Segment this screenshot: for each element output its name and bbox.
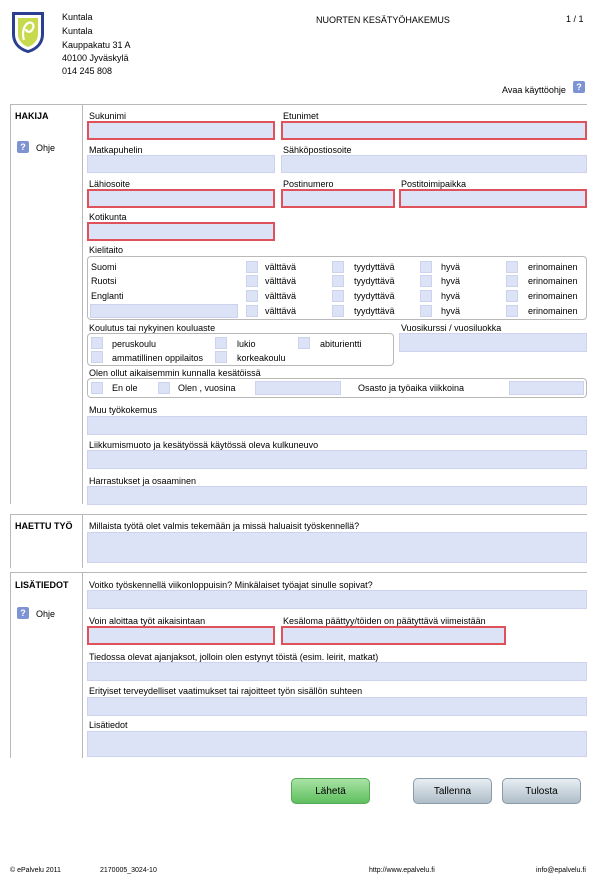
language-name: Suomi [91,262,117,272]
postitoimipaikka-input[interactable] [399,189,587,208]
aloittaa-input[interactable] [87,626,275,645]
checkbox-olen[interactable] [158,382,170,394]
checkbox-abiturientti[interactable] [298,337,310,349]
page-title: NUORTEN KESÄTYÖHAKEMUS [316,15,450,25]
language-level-checkbox[interactable] [246,305,258,317]
label-en-ole: En ole [112,383,138,393]
language-level-checkbox[interactable] [246,261,258,273]
section-title-haettu: HAETTU TYÖ [15,521,73,531]
org-phone: 014 245 808 [62,66,113,76]
label-liikkumismuoto: Liikkumismuoto ja kesätyössä käytössä oleva kulkuneuvo [89,440,319,450]
language-level-label: hyvä [441,262,461,272]
label-ajanjaksot: Tiedossa olevat ajanjaksot, jolloin olen estynyt töistä (esim. leirit, matkat) [89,652,379,662]
label-vuosikurssi: Vuosikurssi / vuosiluokka [401,323,502,333]
language-level-checkbox[interactable] [420,305,432,317]
etunimet-input[interactable] [281,121,587,140]
info-icon[interactable]: ? [17,141,29,153]
label-korkeakoulu: korkeakoulu [237,353,286,363]
viikonloppu-input[interactable] [87,590,587,609]
language-level-checkbox[interactable] [420,275,432,287]
page-number: 1 / 1 [566,14,584,24]
label-matkapuhelin: Matkapuhelin [89,145,143,155]
label-sahkoposti: Sähköpostiosoite [283,145,352,155]
label-postinumero: Postinumero [283,179,334,189]
language-level-checkbox[interactable] [420,290,432,302]
print-button[interactable]: Tulosta [502,778,581,804]
millaista-input[interactable] [87,532,587,563]
language-level-label: tyydyttävä [354,262,395,272]
label-ammatillinen: ammatillinen oppilaitos [112,353,204,363]
lahiosoite-input[interactable] [87,189,275,208]
ajanjaksot-input[interactable] [87,662,587,681]
org-street: Kauppakatu 31 A [62,40,131,50]
help-icon[interactable]: ? [573,81,585,93]
language-level-checkbox[interactable] [506,261,518,273]
muu-tyokokemus-input[interactable] [87,416,587,435]
language-level-label: välttävä [265,306,297,316]
label-etunimet: Etunimet [283,111,319,121]
liikkumismuoto-input[interactable] [87,450,587,469]
save-button[interactable]: Tallenna [413,778,492,804]
lisatiedot-input[interactable] [87,731,587,757]
language-level-label: hyvä [441,306,461,316]
checkbox-peruskoulu[interactable] [91,337,103,349]
label-abiturientti: abiturientti [320,339,362,349]
label-aloittaa: Voin aloittaa työt aikaisintaan [89,616,206,626]
sahkoposti-input[interactable] [281,155,587,173]
section-title-lisatiedot: LISÄTIEDOT [15,580,69,590]
org-city: 40100 Jyväskylä [62,53,129,63]
label-muu-tyokokemus: Muu työkokemus [89,405,158,415]
language-level-label: erinomainen [528,262,578,272]
matkapuhelin-input[interactable] [87,155,275,173]
language-name: Ruotsi [91,276,117,286]
label-kielitaito: Kielitaito [89,245,124,255]
footer-code: 2170005_3024-10 [100,867,157,874]
terveys-input[interactable] [87,697,587,716]
checkbox-korkeakoulu[interactable] [215,351,227,363]
language-level-label: erinomainen [528,276,578,286]
checkbox-en-ole[interactable] [91,382,103,394]
label-lahiosoite: Lähiosoite [89,179,131,189]
label-olen-vuosina: Olen , vuosina [178,383,236,393]
info-icon[interactable]: ? [17,607,29,619]
harrastukset-input[interactable] [87,486,587,505]
kotikunta-input[interactable] [87,222,275,241]
help-label[interactable]: Ohje [36,609,56,619]
language-level-checkbox[interactable] [246,290,258,302]
footer-copyright: © ePalvelu 2011 [10,867,61,874]
vuosina-input[interactable] [255,381,341,395]
language-level-checkbox[interactable] [506,290,518,302]
language-level-label: erinomainen [528,291,578,301]
language-other-input[interactable] [90,304,238,318]
label-terveys: Erityiset terveydelliset vaatimukset tai rajoitteet työn sisällön suhteen [89,686,363,696]
label-harrastukset: Harrastukset ja osaaminen [89,476,197,486]
label-postitoimipaikka: Postitoimipaikka [401,179,467,189]
language-level-checkbox[interactable] [332,305,344,317]
label-millaista: Millaista työtä olet valmis tekemään ja missä haluaisit työskennellä? [89,521,360,531]
language-level-label: välttävä [265,276,297,286]
label-sukunimi: Sukunimi [89,111,127,121]
footer-email[interactable]: info@epalvelu.fi [536,867,586,874]
osasto-input[interactable] [509,381,584,395]
language-level-label: tyydyttävä [354,291,395,301]
help-link[interactable]: Avaa käyttöohje [502,85,566,95]
help-label[interactable]: Ohje [36,143,56,153]
language-level-label: erinomainen [528,306,578,316]
checkbox-lukio[interactable] [215,337,227,349]
language-level-checkbox[interactable] [246,275,258,287]
language-level-label: tyydyttävä [354,306,395,316]
label-osasto: Osasto ja työaika viikkoina [358,383,465,393]
postinumero-input[interactable] [281,189,395,208]
label-lisatiedot: Lisätiedot [89,720,128,730]
org-name-1: Kuntala [62,12,93,22]
language-level-checkbox[interactable] [332,275,344,287]
label-kotikunta: Kotikunta [89,212,127,222]
footer-url[interactable]: http://www.epalvelu.fi [369,867,435,874]
label-aiemmin: Olen ollut aikaisemmin kunnalla kesätöissä [89,368,261,378]
kesaloma-input[interactable] [281,626,506,645]
language-level-checkbox[interactable] [506,305,518,317]
municipality-logo [10,10,46,54]
org-name-2: Kuntala [62,26,93,36]
section-title-hakija: HAKIJA [15,111,49,121]
label-kesaloma: Kesäloma päättyy/töiden on päätyttävä viimeistään [283,616,486,626]
language-level-label: hyvä [441,291,461,301]
checkbox-ammatillinen[interactable] [91,351,103,363]
language-level-label: tyydyttävä [354,276,395,286]
language-level-checkbox[interactable] [420,261,432,273]
vuosikurssi-input[interactable] [399,333,587,352]
language-level-checkbox[interactable] [332,261,344,273]
sukunimi-input[interactable] [87,121,275,140]
send-button[interactable]: Lähetä [291,778,370,804]
label-peruskoulu: peruskoulu [112,339,157,349]
language-level-label: hyvä [441,276,461,286]
label-koulutus: Koulutus tai nykyinen kouluaste [89,323,216,333]
label-viikonloppu: Voitko työskennellä viikonloppuisin? Minkälaiset työajat sinulle sopivat? [89,580,373,590]
language-level-label: välttävä [265,291,297,301]
language-level-checkbox[interactable] [506,275,518,287]
label-lukio: lukio [237,339,256,349]
language-level-checkbox[interactable] [332,290,344,302]
language-name: Englanti [91,291,124,301]
language-level-label: välttävä [265,262,297,272]
